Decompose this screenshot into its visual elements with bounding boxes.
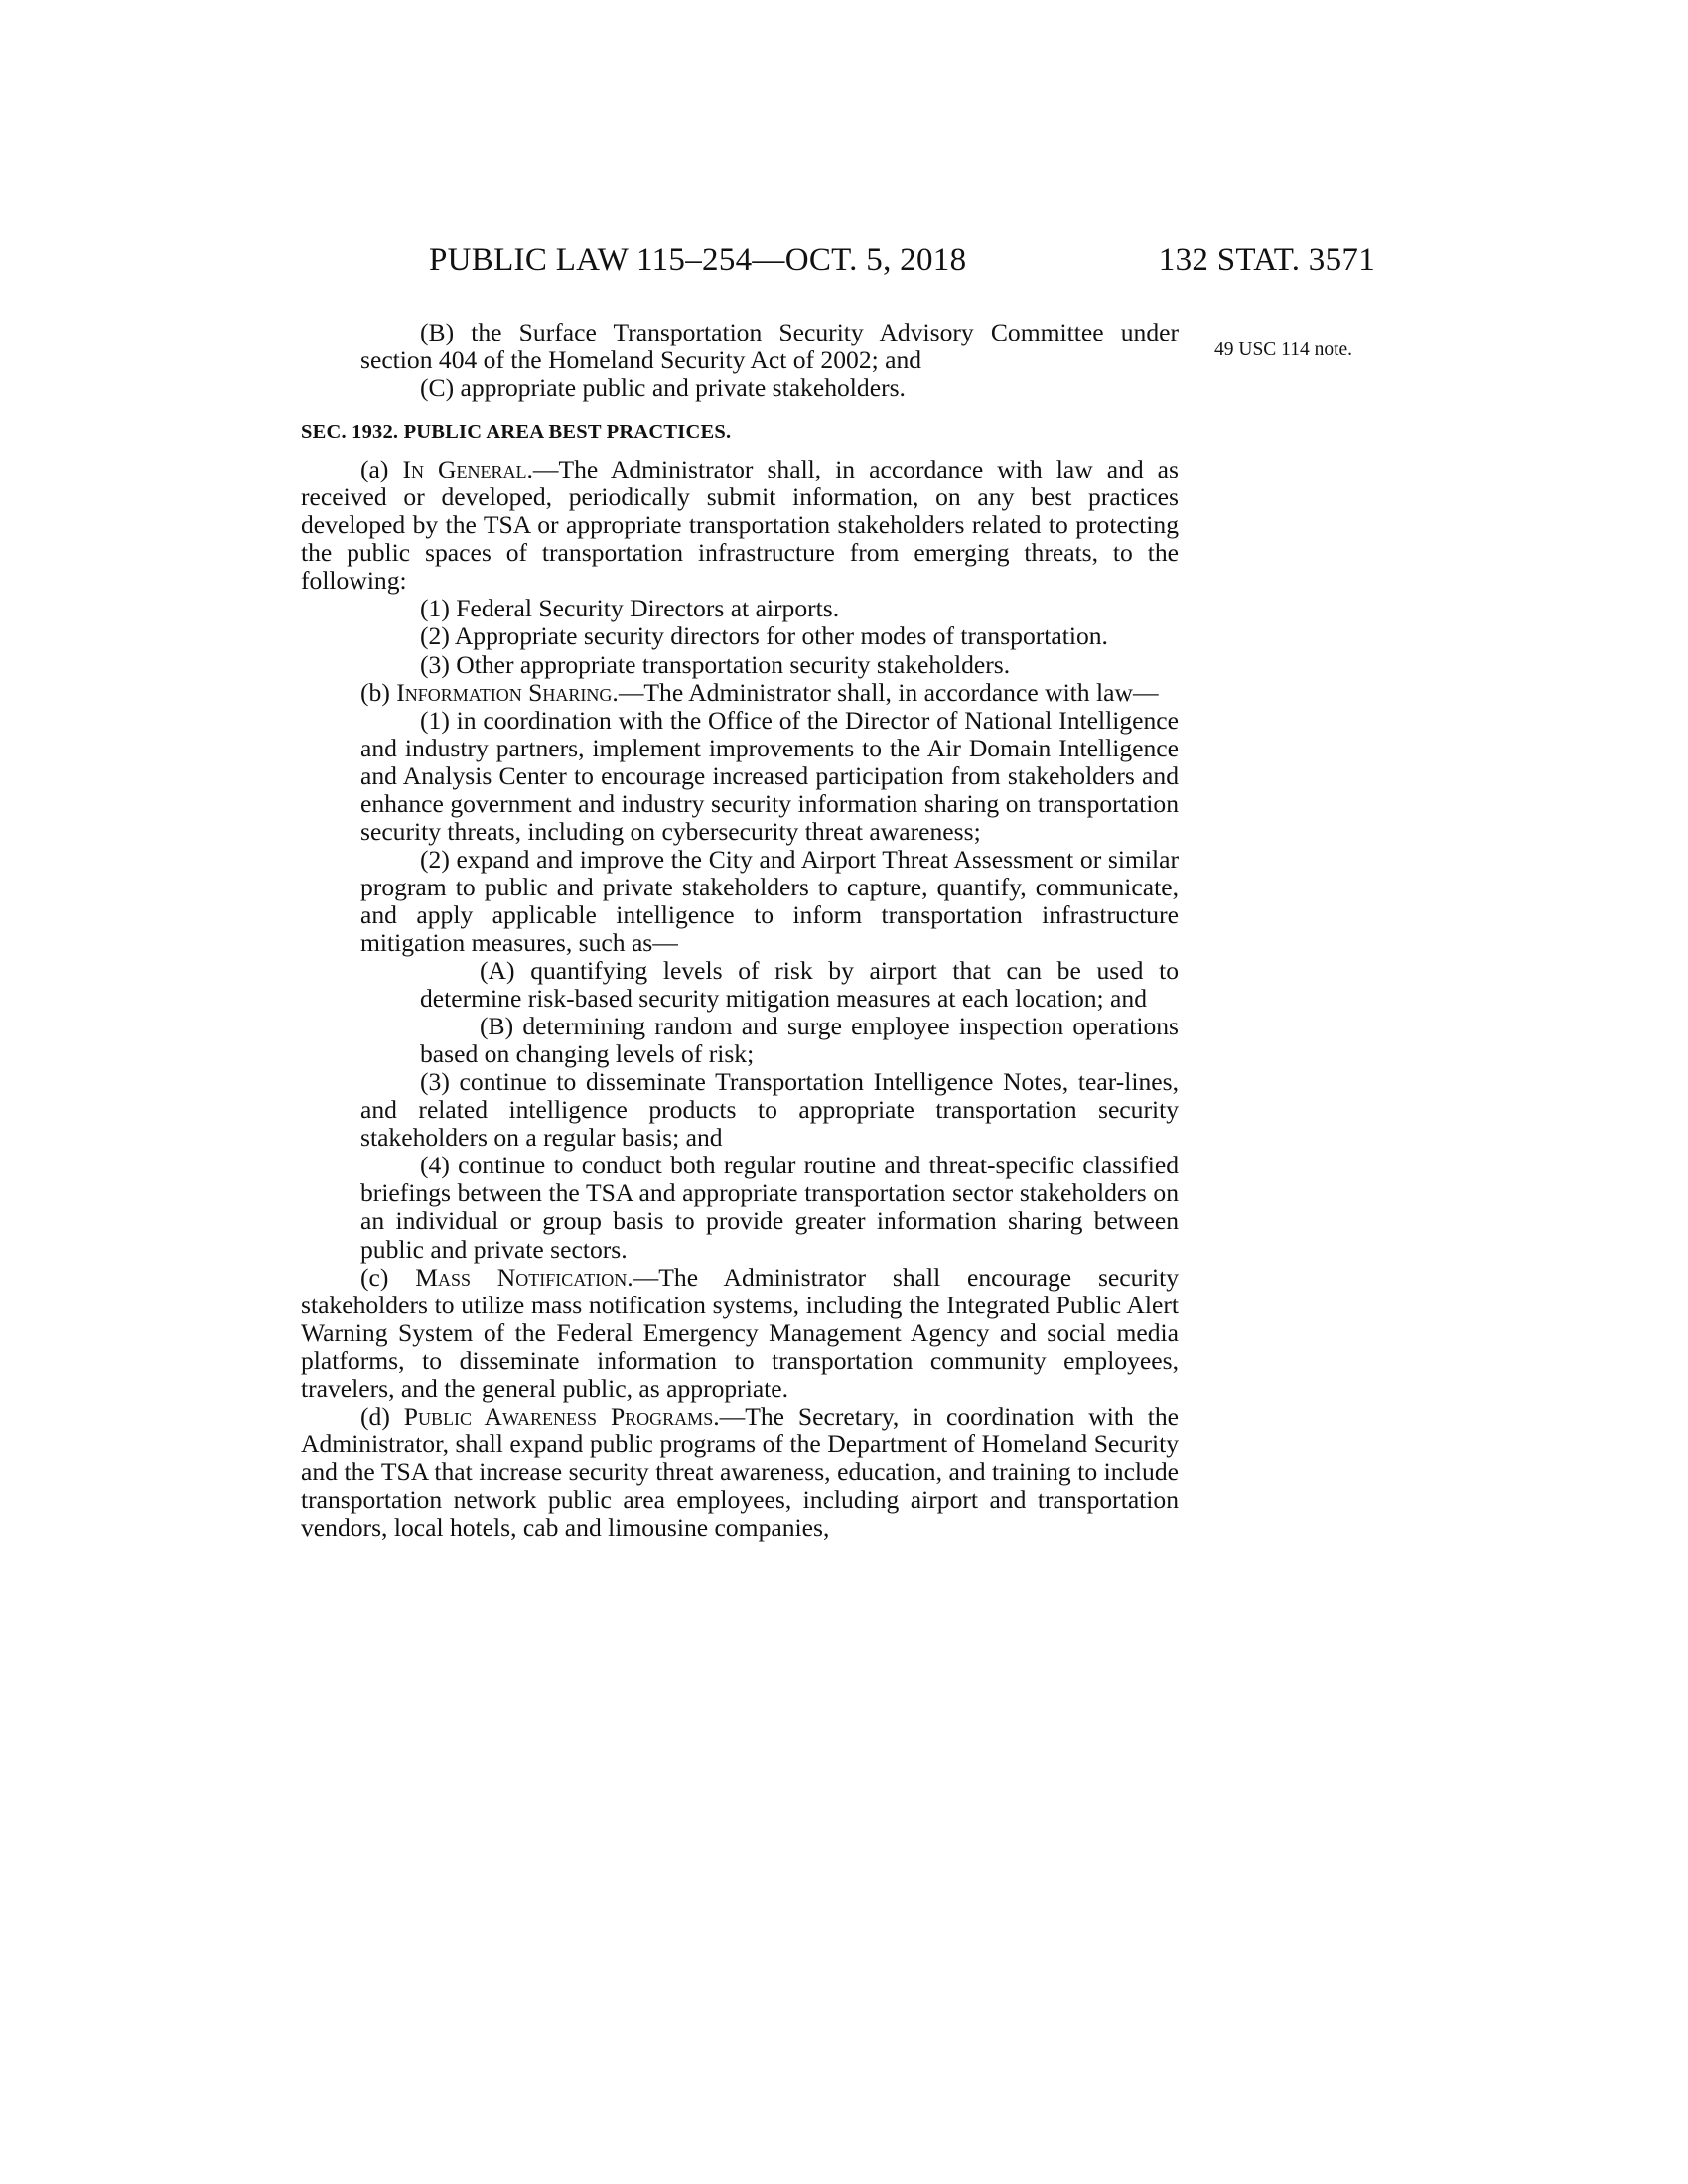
subsection-a-item-1: (1) Federal Security Directors at airports. <box>420 594 840 623</box>
subsection-a-caption: In General <box>402 455 527 484</box>
subsection-c-label: (c) <box>360 1262 416 1292</box>
subsection-b-item-1: (1) in coordination with the Office of the Director of National Intelligence and industry partners, implement improvements to the Air Domain Intelligence and Analysis Center to encourage increased participation from stakeholders and enhance government and industry security information sharing on transportation security threats, including on cybersecurity threat awareness; <box>360 705 1179 846</box>
subsection-d-label: (d) <box>360 1401 404 1431</box>
margin-citation-note: 49 USC 114 note. <box>1214 340 1353 360</box>
lead-item-b: (B) the Surface Transportation Security Advisory Committee under section 404 of the Homeland Security Act of 2002; and <box>360 318 1179 375</box>
subsection-a-item-3: (3) Other appropriate transportation security stakeholders. <box>420 649 1011 679</box>
running-title: PUBLIC LAW 115–254—OCT. 5, 2018 <box>429 242 967 278</box>
subsection-d-caption: Public Awareness Programs <box>403 1401 714 1431</box>
subsection-a <box>301 456 1179 595</box>
subsection-c-caption: Mass Notification <box>415 1262 628 1292</box>
section-heading: SEC. 1932. PUBLIC AREA BEST PRACTICES. <box>301 421 732 444</box>
subsection-c <box>301 1264 1179 1403</box>
statute-page-number: 132 STAT. 3571 <box>1158 242 1375 278</box>
subsection-c-text: .—The Administrator shall encourage security stakeholders to utilize mass notification systems, including the Integrated Public Alert Warning System of the Federal Emergency Management Agency and social media platforms, to disseminate information to transportation community employees, travelers, and the general public, as appropriate. <box>301 1262 1179 1403</box>
subsection-a-text: .—The Administrator shall, in accordance with law and as received or developed, periodically submit information, on any best practices developed by the TSA or appropriate transportation stakeholders related to protecting the public spaces of transportation infrastructure from emerging threats, to the following: <box>301 455 1179 596</box>
subsection-b-item-2: (2) expand and improve the City and Airport Threat Assessment or similar program to public and private stakeholders to capture, quantify, communicate, and apply applicable intelligence to inform transportation infrastructure mitigation measures, such as— <box>360 844 1179 957</box>
subsection-b-item-3: (3) continue to disseminate Transportation Intelligence Notes, tear-lines, and related intelligence products to appropriate transportation security stakeholders on a regular basis; and <box>360 1067 1179 1153</box>
subsection-b-item-2a: (A) quantifying levels of risk by airport that can be used to determine risk-based security mitigation measures at each location; and <box>420 956 1179 1014</box>
subsection-b-item-2b: (B) determining random and surge employee inspection operations based on changing levels of risk; <box>420 1012 1179 1069</box>
subsection-a-item-2: (2) Appropriate security directors for other modes of transportation. <box>420 621 1108 651</box>
subsection-d-text: .—The Secretary, in coordination with the Administrator, shall expand public programs of the Department of Homeland Security and the TSA that increase security threat awareness, education, and training to include transportation network public area employees, including airport and transportation vendors, local hotels, cab and limousine companies, <box>301 1401 1179 1542</box>
subsection-a-label: (a) <box>360 455 403 484</box>
subsection-b-text: .—The Administrator shall, in accordance with law— <box>612 677 1159 707</box>
subsection-b <box>301 679 1179 707</box>
subsection-d <box>301 1403 1179 1542</box>
subsection-b-item-4: (4) continue to conduct both regular routine and threat-specific classified briefings between the TSA and appropriate transportation sector stakeholders on an individual or group basis to provide greater information sharing between public and private sectors. <box>360 1151 1179 1264</box>
subsection-b-caption: Information Sharing <box>396 677 613 707</box>
lead-item-c: (C) appropriate public and private stakeholders. <box>420 373 906 403</box>
subsection-b-label: (b) <box>360 677 397 707</box>
page-header <box>298 242 1375 290</box>
document-body <box>301 319 1179 1542</box>
